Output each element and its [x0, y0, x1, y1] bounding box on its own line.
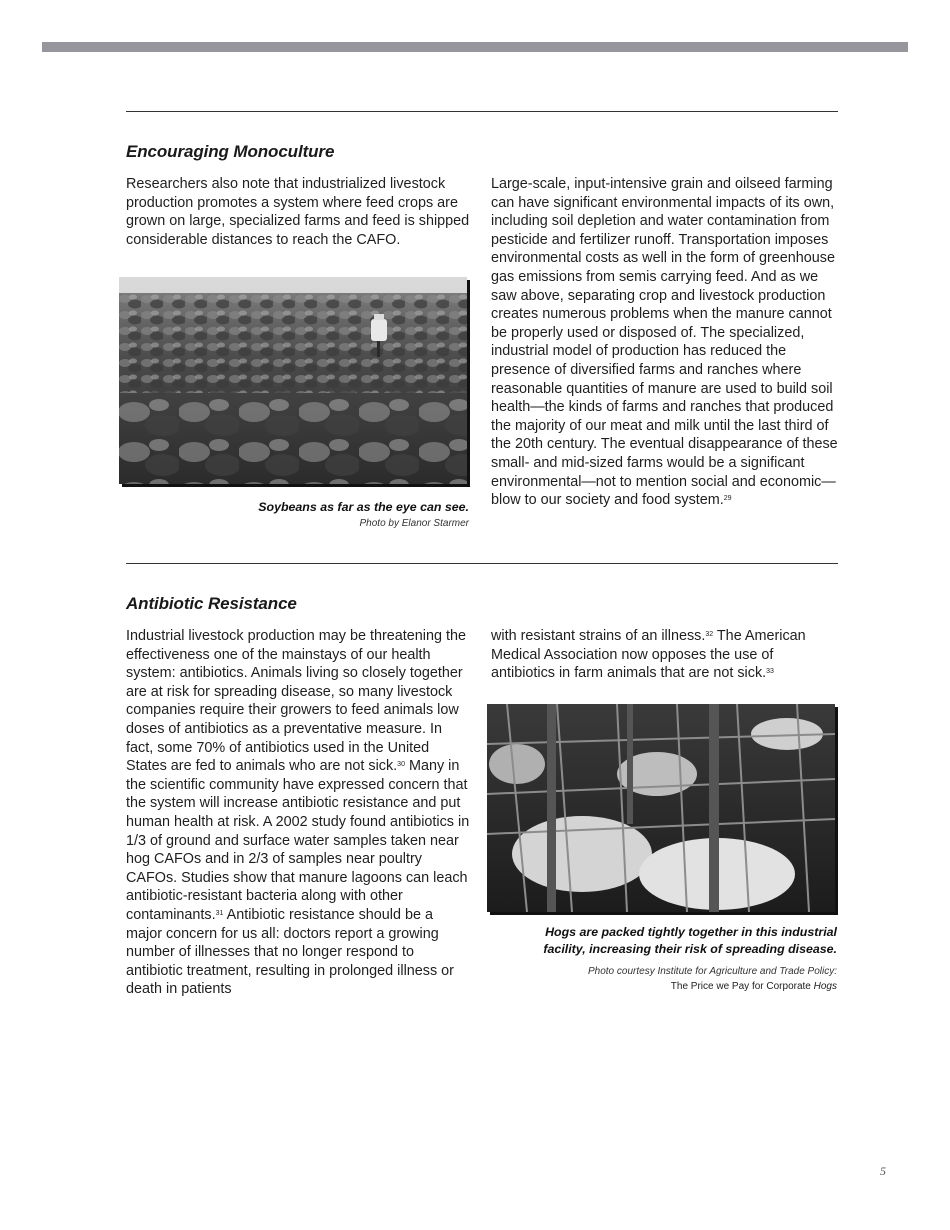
antibiotic-left-text — [126, 627, 472, 999]
hog-photo-credit-italic: Hogs — [813, 981, 837, 992]
soybean-photo-caption-block — [200, 499, 469, 531]
hog-photo-credit-line2 — [491, 979, 837, 994]
antibiotic-right-part1: with resistant strains of an illness. — [491, 628, 706, 644]
hog-photo-caption-line2: facility, increasing their risk of spreading disease. — [543, 942, 837, 956]
soybean-field-photo — [119, 277, 467, 484]
top-header-bar — [42, 42, 908, 52]
section-divider-middle — [126, 563, 838, 564]
antibiotic-right-part2: The American Medical Association now opposes the use of antibiotics in farm animals that are not sick. — [491, 628, 806, 682]
section-heading-monoculture: Encouraging Monoculture — [126, 142, 335, 161]
footnote-32: 32 — [705, 631, 714, 638]
section-heading-antibiotic: Antibiotic Resistance — [126, 594, 297, 613]
monoculture-right-paragraph — [491, 175, 841, 510]
page-number: 5 — [880, 1164, 886, 1178]
footnote-31: 31 — [215, 909, 224, 917]
monoculture-left-text: Researchers also note that industrialized livestock production promotes a system where feed crops are grown on large, specialized farms and feed is shipped considerable distances to reach the CAFO. — [126, 176, 470, 248]
footnote-29: 29 — [723, 495, 732, 503]
section-divider-top — [126, 111, 838, 112]
monoculture-left-paragraph — [126, 175, 470, 249]
antibiotic-left-part3: Antibiotic resistance should be a major concern for us all: doctors report a growing number of illnesses that no longer respond to antibiotic treatment, resulting in prolonged illness or death in patients — [126, 906, 454, 998]
hog-photo-credit-prefix: The Price we Pay for Corporate — [670, 981, 814, 992]
footnote-30: 30 — [397, 761, 405, 769]
hog-facility-photo — [487, 704, 835, 912]
hog-photo-caption-block — [491, 924, 837, 994]
footnote-33: 33 — [766, 668, 774, 676]
monoculture-right-text-wrap — [491, 175, 841, 510]
antibiotic-right-text — [491, 627, 837, 683]
hog-photo-credit-line1: Photo courtesy Institute for Agriculture and Trade Policy: — [587, 966, 837, 977]
soybean-photo-caption: Soybeans as far as the eye can see. — [258, 500, 469, 514]
soybean-photo-credit: Photo by Elanor Starmer — [359, 518, 469, 529]
antibiotic-left-part1: Industrial livestock production may be threatening the effectiveness one of the mainstays of our health system: antibiotics. Animals living so closely together are at risk for spreading disease, so many livestock companies require their growers to feed animals low doses of antibiotics as a preventative measure. In fact, some 70% of antibiotics used in the United States are fed to animals who are not sick. — [126, 628, 466, 775]
antibiotic-right-paragraph — [491, 627, 837, 683]
monoculture-right-text: Large-scale, input-intensive grain and oilseed farming can have significant environmental impacts of its own, including soil depletion and water contamination from pesticide and fertilizer runoff. Transportation imposes environmental costs as well in the form of greenhouse gas emissions from semis carrying feed. And as we saw above, separating crop and livestock production creates numerous problems when the manure cannot be properly used or disposed of. The specialized, industrial model of production has reduced the presence of diversified farms and ranches where reasonable quantities of manure are used to build soil health—the kinds of farms and ranches that produced the majority of our meat and milk until the last third of the 20th century. The eventual disappearance of these small- and mid-sized farms would be a significant environmental—not to mention social and economic—blow to our society and food system. — [491, 176, 838, 509]
antibiotic-left-paragraph — [126, 627, 472, 999]
hog-photo-caption-line1: Hogs are packed tightly together in this industrial — [545, 925, 837, 939]
antibiotic-left-part2: Many in the scientific community have expressed concern that the system will increase antibiotic resistance and put human health at risk. A 2002 study found antibiotics in 1/3 of ground and surface water samples taken near hog CAFOs and in 2/3 of samples near poultry CAFOs. Studies show that manure lagoons can leach antibiotic-resistant bacteria along with other contaminants. — [126, 758, 470, 923]
